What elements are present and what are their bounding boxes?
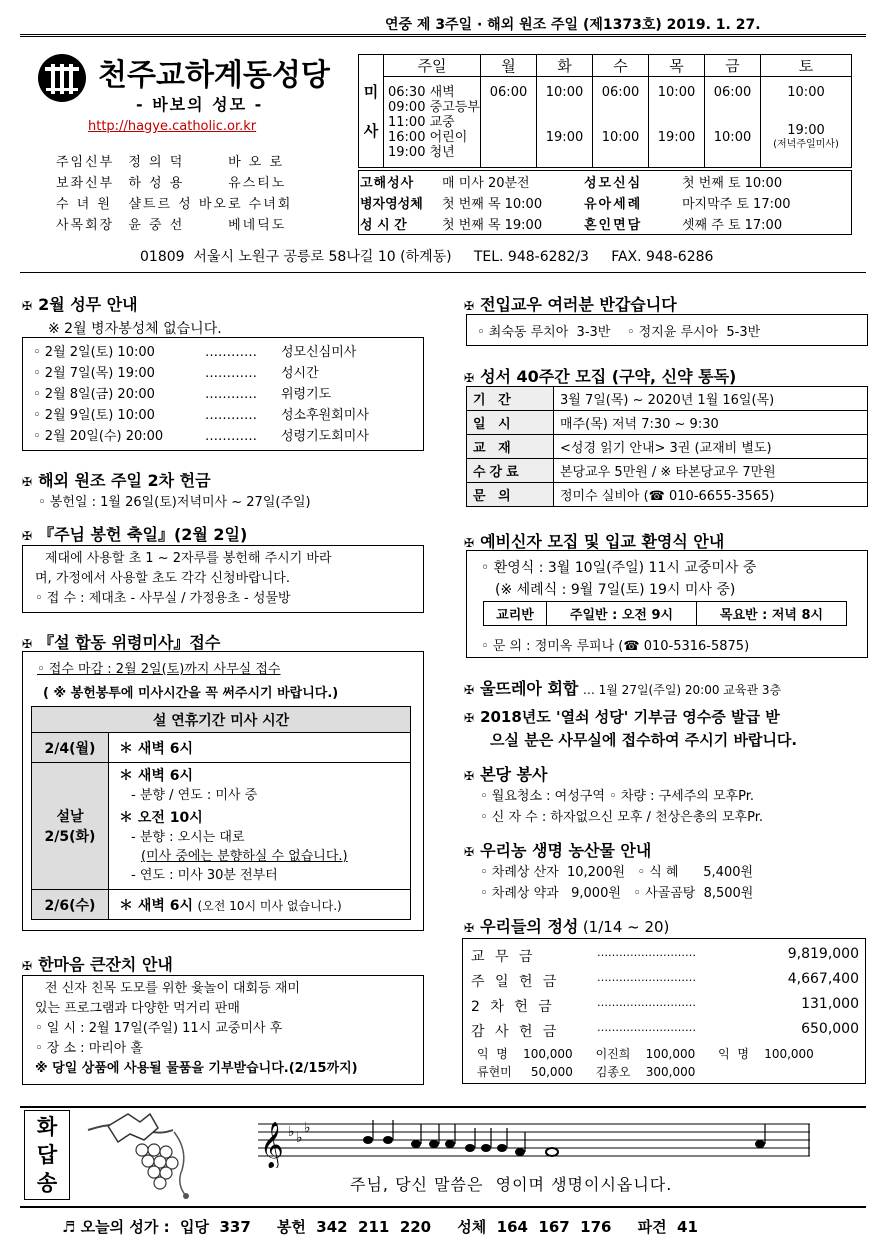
mass-time: 19:00 bbox=[537, 109, 593, 168]
info-label: 교 재 bbox=[467, 435, 554, 459]
sat-note: (저녁주일미사) bbox=[773, 138, 839, 150]
info-label: 문 의 bbox=[467, 483, 554, 507]
catechumen-box bbox=[466, 550, 868, 658]
newcomer-box: ◦ 최숙동 루치아 3-3반 ◦ 정지윤 루시아 5-3반 bbox=[466, 314, 868, 346]
sacrament-row: 병자영성체 첫 번째 목 10:00 유아세례 마지막주 토 17:00 bbox=[360, 197, 791, 212]
offering-row: 2 차 헌 금 ……………………… 131,000 bbox=[471, 996, 859, 1015]
catechumen-line: ◦ 환영식 : 3월 10일(주일) 11시 교중미사 중 bbox=[481, 560, 757, 576]
offering-row: 주 일 헌 금 ……………………… 4,667,400 bbox=[471, 971, 859, 990]
staff-row: 주임신부 정 의 덕 바 오 로 bbox=[56, 155, 285, 170]
seol-day: 설날 bbox=[56, 809, 84, 825]
mass-time: 06:00 bbox=[705, 77, 761, 109]
offering-row: 감 사 헌 금 ……………………… 650,000 bbox=[471, 1021, 859, 1040]
section-title: ✠ 해외 원조 주일 2차 헌금 bbox=[22, 471, 211, 490]
section-title: ✠ 『설 합동 위령미사』접수 bbox=[22, 633, 221, 652]
info-value: 3월 7일(목) ~ 2020년 1월 16일(목) bbox=[554, 387, 868, 411]
memorial-line2: ( ※ 봉헌봉투에 미사시간을 꼭 써주시기 바랍니다.) bbox=[43, 686, 339, 701]
list-item: ◦ 2월 8일(금) 20:00 ………… 위령기도 bbox=[33, 387, 332, 402]
offering-row: 교 무 금 ……………………… 9,819,000 bbox=[471, 946, 859, 965]
class-table bbox=[483, 601, 847, 626]
cross-bullet-icon: ✠ bbox=[22, 959, 33, 973]
day-tue: 화 bbox=[537, 55, 593, 77]
produce-line: ◦ 차례상 산자 10,200원 ◦ 식 혜 5,400원 bbox=[480, 865, 754, 880]
festival-line: 있는 프로그램과 다양한 먹거리 판매 bbox=[35, 1001, 240, 1016]
svg-text:♭: ♭ bbox=[304, 1120, 311, 1136]
service-line: ◦ 월요청소 : 여성구역 ◦ 차량 : 구세주의 모후Pr. bbox=[480, 789, 754, 804]
psalm-rule-bottom bbox=[20, 1206, 866, 1208]
section-title: ✠ 우리농 생명 농산물 안내 bbox=[464, 841, 652, 860]
info-label: 기 간 bbox=[467, 387, 554, 411]
hymn-line bbox=[62, 1216, 698, 1237]
festival-line: 전 신자 친목 도모를 위한 윷놀이 대회등 재미 bbox=[45, 981, 300, 996]
schedule-box bbox=[22, 337, 424, 451]
info-value: 본당교우 5만원 / ※ 타본당교우 7만원 bbox=[554, 459, 868, 483]
cross-bullet-icon: ✠ bbox=[22, 529, 33, 543]
mass-time: 19:00 bbox=[787, 122, 825, 138]
music-staff bbox=[258, 1116, 810, 1168]
mass-label-bottom: 사 bbox=[363, 122, 379, 140]
notice-line: 제대에 사용할 초 1 ~ 2자루를 봉헌해 주시기 바라 bbox=[45, 551, 332, 566]
psalm-label-box bbox=[24, 1110, 70, 1200]
day-sat: 토 bbox=[761, 55, 852, 77]
cross-bullet-icon: ✠ bbox=[22, 637, 33, 651]
info-label: 수강료 bbox=[467, 459, 554, 483]
donor-line: 류현미 50,000 김종오 300,000 bbox=[477, 1065, 696, 1079]
seol-time: ＊ 새벽 6시 bbox=[109, 733, 411, 763]
cross-bullet-icon: ✠ bbox=[464, 711, 475, 725]
section-title: ✠ 예비신자 모집 및 입교 환영식 안내 bbox=[464, 532, 725, 551]
seol-detail: - 연도 : 미사 30분 전부터 bbox=[131, 868, 278, 883]
class-sunday: 주일반 : 오전 9시 bbox=[547, 602, 697, 626]
section-title: ✠ 본당 봉사 bbox=[464, 765, 548, 784]
day-fri: 금 bbox=[705, 55, 761, 77]
info-value: <성경 읽기 안내> 3권 (교재비 별도) bbox=[554, 435, 868, 459]
seol-time: ＊ 새벽 6시 bbox=[119, 768, 194, 784]
church-name: 천주교하계동성당 bbox=[98, 58, 330, 93]
svg-text:𝄞: 𝄞 bbox=[260, 1122, 284, 1168]
service-line: ◦ 신 자 수 : 하자없으신 모후 / 천상은총의 모후Pr. bbox=[480, 810, 763, 825]
seol-day: 2/6(수) bbox=[32, 890, 109, 920]
cross-bullet-icon: ✠ bbox=[464, 769, 475, 783]
sacrament-row: 고해성사 매 미사 20분전 성모신심 첫 번째 토 10:00 bbox=[360, 176, 783, 191]
sacrament-table bbox=[358, 170, 852, 235]
address-rule bbox=[20, 272, 866, 273]
sunday-mass: 16:00 어린이 bbox=[388, 129, 468, 145]
svg-text:♭: ♭ bbox=[288, 1124, 295, 1140]
church-url[interactable]: http://hagye.catholic.or.kr bbox=[88, 119, 257, 134]
sacrament-row: 성 시 간 첫 번째 목 19:00 혼인면담 셋째 주 토 17:00 bbox=[360, 218, 783, 233]
section-title: ✠ 한마음 큰잔치 안내 bbox=[22, 955, 173, 974]
day-wed: 수 bbox=[593, 55, 649, 77]
list-item: ◦ 2월 7일(목) 19:00 ………… 성시간 bbox=[33, 366, 319, 381]
mass-time: 06:00 bbox=[593, 77, 649, 109]
day-mon: 월 bbox=[481, 55, 537, 77]
sunday-mass: 19:00 청년 bbox=[388, 144, 455, 160]
mass-time: 10:00 bbox=[593, 109, 649, 168]
staff-table bbox=[56, 150, 332, 234]
mass-time: 19:00 bbox=[649, 109, 705, 168]
seol-day: 2/4(월) bbox=[32, 733, 109, 763]
header-rule bbox=[20, 34, 866, 37]
festival-line: ◦ 일 시 : 2월 17일(주일) 11시 교중미사 후 bbox=[35, 1021, 283, 1036]
cross-bullet-icon: ✠ bbox=[464, 371, 475, 385]
church-patron: - 바보의 성모 - bbox=[136, 95, 264, 114]
church-logo bbox=[36, 52, 88, 104]
info-value: 정미수 실비아 (☎ 010-6655-3565) bbox=[554, 483, 868, 507]
church-address: 01809 서울시 노원구 공릉로 58나길 10 (하계동) TEL. 948-6282/3 FAX. 948-6286 bbox=[140, 249, 714, 265]
day-thu: 목 bbox=[649, 55, 705, 77]
class-label: 교리반 bbox=[484, 602, 547, 626]
mass-time: 06:00 bbox=[481, 77, 537, 109]
festival-box bbox=[22, 975, 424, 1085]
notice-line: 며, 가정에서 사용할 초도 각각 신청바랍니다. bbox=[35, 571, 290, 586]
ultreya-line: ✠ 울뜨레아 회합 … 1월 27일(주일) 20:00 교육관 3층 bbox=[464, 679, 782, 698]
psalm-label-char: 송 bbox=[36, 1170, 58, 1195]
grape-illustration bbox=[78, 1110, 208, 1202]
memorial-line1: ◦ 접수 마감 : 2월 2일(토)까지 사무실 접수 bbox=[37, 662, 281, 677]
cross-bullet-icon: ✠ bbox=[464, 299, 475, 313]
festival-line: ◦ 장 소 : 마리아 홀 bbox=[35, 1041, 144, 1056]
section-title: ✠ 성서 40주간 모집 (구약, 신약 통독) bbox=[464, 367, 737, 386]
seol-time: ＊ 오전 10시 bbox=[119, 810, 203, 826]
section-title: ✠ 2월 성무 안내 bbox=[22, 295, 138, 314]
class-thursday: 목요반 : 저녁 8시 bbox=[697, 602, 847, 626]
section-line: ◦ 봉헌일 : 1월 26일(토)저녁미사 ~ 27일(주일) bbox=[38, 495, 311, 510]
seol-note: (오전 10시 미사 없습니다.) bbox=[197, 898, 342, 913]
mass-schedule-table bbox=[358, 54, 852, 168]
bulletin-header: 연중 제 3주일 · 해외 원조 주일 (제1373호) 2019. 1. 27. bbox=[385, 17, 761, 33]
mass-time: 10:00 bbox=[761, 77, 852, 109]
psalm-rule-top bbox=[20, 1106, 866, 1108]
sunday-mass: 06:30 새벽 bbox=[388, 84, 455, 100]
catechumen-contact: ◦ 문 의 : 정미옥 루피나 (☎ 010-5316-5875) bbox=[481, 639, 750, 654]
list-item: ◦ 2월 20일(수) 20:00 ………… 성령기도회미사 bbox=[33, 429, 369, 444]
festival-line: ※ 당일 상품에 사용될 물품을 기부받습니다.(2/15까지) bbox=[35, 1061, 358, 1076]
offering-title: ✠ 우리들의 정성 (1/14 ~ 20) bbox=[464, 917, 670, 936]
mass-time: 10:00 bbox=[705, 109, 761, 168]
mass-label-top: 미 bbox=[363, 83, 379, 101]
cross-bullet-icon: ✠ bbox=[22, 475, 33, 489]
staff-row: 수 녀 원 샬트르 성 바오로 수녀회 bbox=[56, 197, 293, 212]
section-title: ✠ 전입교우 여러분 반갑습니다 bbox=[464, 295, 677, 314]
sunday-mass: 09:00 중고등부 bbox=[388, 99, 480, 115]
donation-notice: ✠ 2018년도 '열쇠 성당' 기부금 영수증 발급 받 으실 분은 사무실에 접수하여 주시기 바랍니다. bbox=[464, 708, 798, 749]
notice-line: ◦ 접 수 : 제대초 - 사무실 / 가정용초 - 성물방 bbox=[35, 591, 291, 606]
info-label: 일 시 bbox=[467, 411, 554, 435]
cross-bullet-icon: ✠ bbox=[464, 921, 475, 935]
mass-time bbox=[481, 109, 537, 168]
memorial-box bbox=[22, 651, 424, 931]
bible-study-table bbox=[466, 386, 868, 507]
offering-box bbox=[462, 938, 866, 1084]
list-item: ◦ 2월 2일(토) 10:00 ………… 성모신심미사 bbox=[33, 345, 357, 360]
notice-box bbox=[22, 545, 424, 613]
produce-line: ◦ 차례상 약과 9,000원 ◦ 사골곰탕 8,500원 bbox=[480, 886, 754, 901]
mass-time: 10:00 bbox=[537, 77, 593, 109]
psalm-label-char: 답 bbox=[36, 1142, 58, 1167]
staff-row: 보좌신부 하 성 용 유스티노 bbox=[56, 176, 287, 191]
catechumen-line: (※ 세례식 : 9월 7일(토) 19시 미사 중) bbox=[495, 582, 736, 598]
seol-detail: - 분향 : 오시는 대로 bbox=[131, 830, 245, 845]
staff-row: 사목회장 윤 중 선 베네딕도 bbox=[56, 218, 287, 233]
day-sunday: 주일 bbox=[384, 55, 481, 77]
info-value: 매주(목) 저녁 7:30 ~ 9:30 bbox=[554, 411, 868, 435]
svg-text:♭: ♭ bbox=[296, 1130, 303, 1146]
section-note: ※ 2월 병자봉성체 없습니다. bbox=[48, 321, 222, 337]
hymn-label: ♬ 오늘의 성가 : bbox=[62, 1218, 170, 1236]
cross-bullet-icon: ✠ bbox=[464, 536, 475, 550]
cross-bullet-icon: ✠ bbox=[464, 683, 475, 697]
mass-time: 10:00 bbox=[649, 77, 705, 109]
seol-time: ＊ 새벽 6시 bbox=[119, 897, 194, 914]
section-title: ✠ 『주님 봉헌 축일』(2월 2일) bbox=[22, 525, 248, 544]
seol-day: 2/5(화) bbox=[44, 829, 96, 845]
cross-bullet-icon: ✠ bbox=[464, 845, 475, 859]
cross-bullet-icon: ✠ bbox=[22, 299, 33, 313]
donor-line: 익 명 100,000 이진희 100,000 익 명 100,000 bbox=[477, 1047, 814, 1061]
psalm-label-char: 화 bbox=[36, 1114, 58, 1139]
seol-mass-table bbox=[31, 706, 411, 920]
seol-detail: - 분향 / 연도 : 미사 중 bbox=[131, 788, 258, 803]
seol-detail: (미사 중에는 분향하실 수 없습니다.) bbox=[141, 849, 348, 864]
psalm-lyric: 주님, 당신 말씀은 영이며 생명이시옵니다. bbox=[350, 1175, 673, 1194]
seol-table-title: 설 연휴기간 미사 시간 bbox=[32, 707, 411, 733]
hymn-numbers: 입당 337 봉헌 342 211 220 성체 164 167 176 파견 41 bbox=[180, 1218, 698, 1236]
sunday-mass: 11:00 교중 bbox=[388, 114, 455, 130]
list-item: ◦ 2월 9일(토) 10:00 ………… 성소후원회미사 bbox=[33, 408, 369, 423]
